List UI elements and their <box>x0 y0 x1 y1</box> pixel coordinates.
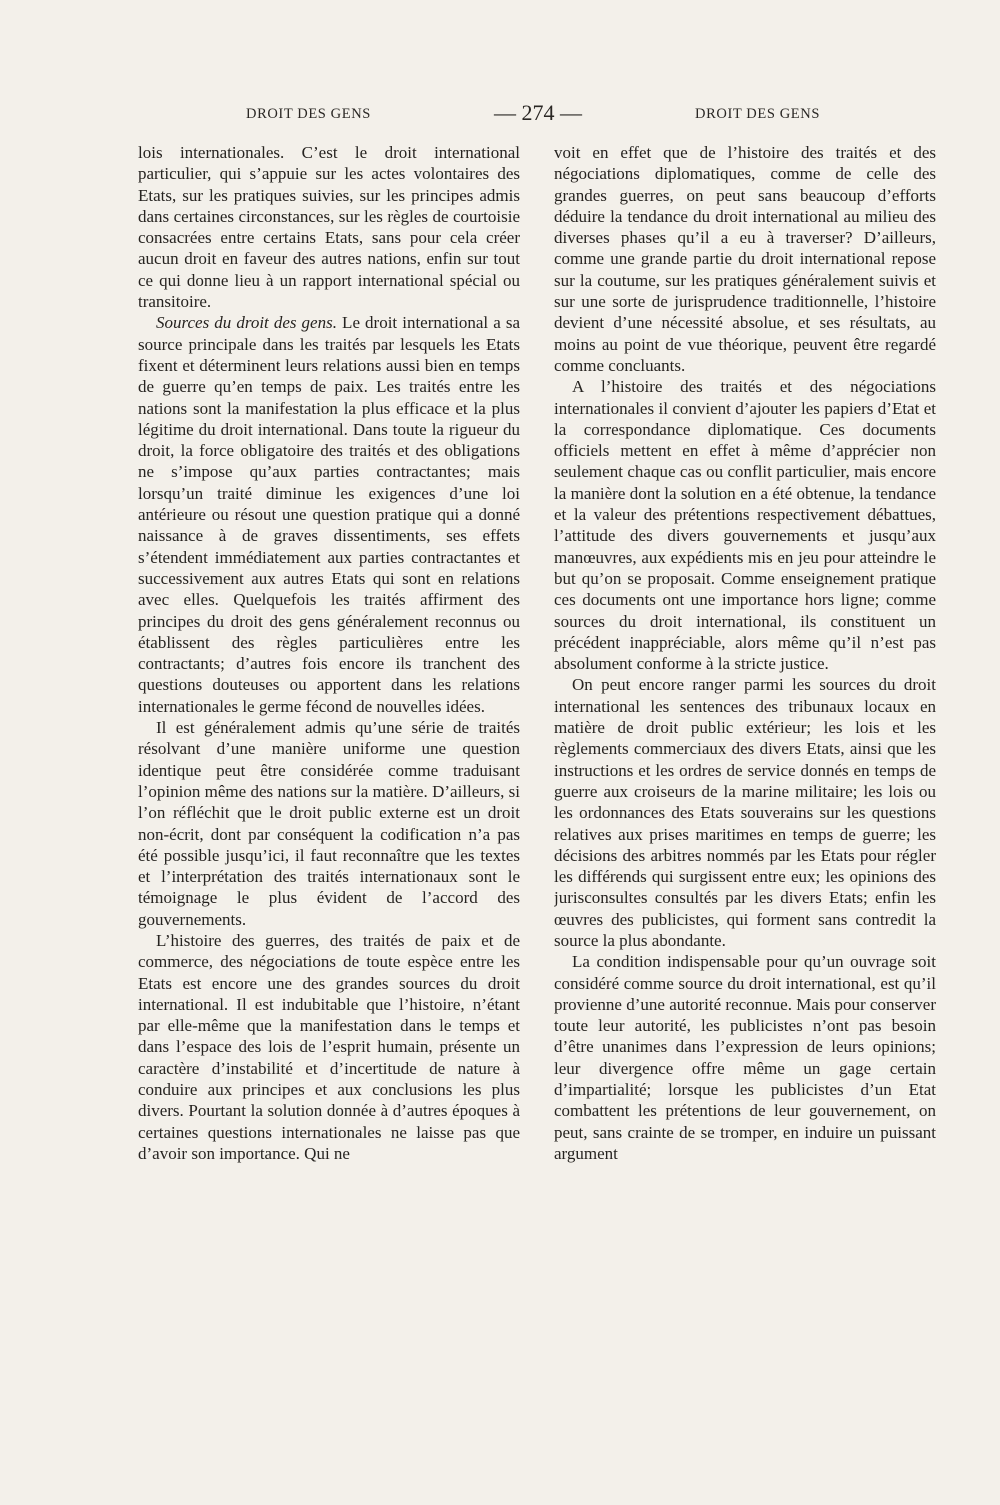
paragraph: La condition indispensable pour qu’un ouvrage soit considéré comme source du droit international, est qu’il provienne d’une autorité reconnue. Mais pour conserver toute leur autorité, les publicistes n’ont pas besoin d’être unanimes dans l’expression de leurs opinions; leur divergence offre même un gage certain d’impartialité; lorsque les publicistes d’un Etat combattent les prétentions de leur gouvernement, on peut, sans crainte de se tromper, en induire un puissant argument <box>554 952 936 1163</box>
paragraph-text: Le droit international a sa source principale dans les traités par lesquels les Etats fixent et déterminent leurs relations aussi bien en temps de guerre qu’en temps de paix. Les traités entre les nations sont la manifestation la plus efficace et la plus légitime du droit international. Dans toute la rigueur du droit, la force obligatoire des traités et des obligations ne s’impose qu’aux parties contractantes; mais lorsqu’un traité diminue les exigences d’une loi antérieure ou résout une question pratique qui a donné naissance à de graves dissentiments, ses effets s’étendent immédiatement aux parties contractantes et successivement aux autres Etats qui sont en relations avec elles. Quelquefois les traités affirment des principes du droit des gens généralement reconnus ou établissent des règles particulières entre les contractants; d’autres fois encore ils tranchent des questions douteuses ou apportent dans les relations internationales le germe fécond de nouvelles idées. <box>138 313 520 716</box>
header-left-title: DROIT DES GENS <box>246 106 371 122</box>
paragraph: Il est généralement admis qu’une série de traités résolvant d’une manière uniforme une question identique peut être considérée comme traduisant l’opinion même des nations sur la matière. D’ailleurs, si l’on réfléchit que le droit public externe est un droit non-écrit, dont par conséquent la codification n’a pas été possible jusqu’ici, il faut reconnaître que les textes et l’interprétation des traités internationaux sont le témoignage le plus évident de l’accord des gouvernements. <box>138 718 520 929</box>
paragraph: On peut encore ranger parmi les sources du droit international les sentences des tribunaux locaux en matière de droit public extérieur; les lois et les règlements commerciaux des divers Etats, ainsi que les instructions et les ordres de service donnés en temps de guerre aux croiseurs de la marine militaire; les lois ou les ordonnances des Etats souverains sur les questions relatives aux prises maritimes en temps de guerre; les décisions des arbitres nommés par les Etats pour régler les différends qui surgissent entre eux; les opinions des jurisconsultes consultés par les divers Etats; enfin les œuvres des publicistes, qui forment sans contredit la source la plus abondante. <box>554 675 936 950</box>
running-header <box>138 100 938 130</box>
section-heading: Sources du droit des gens. <box>156 313 337 333</box>
paragraph-sources <box>138 312 520 717</box>
paragraph: lois internationales. C’est le droit international particulier, qui s’appuie sur les actes volontaires des Etats, sur les pratiques suivies, sur les principes admis dans certaines circonstances, sur les règles de courtoisie consacrées entre certains Etats, sans pour cela créer aucun droit en faveur des autres nations, enfin sur tout ce qui donne lieu à un rapport international spécial ou transitoire. <box>138 143 520 312</box>
paragraph: L’histoire des guerres, des traités de paix et de commerce, des négociations de toute espèce entre les Etats est encore une des grandes sources du droit international. Il est indubitable que l’histoire, n’étant par elle-même que la manifestation dans le temps et dans l’espace des lois de l’esprit humain, présente un caractère d’instabilité et d’incertitude de nature à conduire aux principes et aux conclusions les plus divers. Pourtant la solution donnée à d’autres époques à certaines questions internationales ne laisse pas que d’avoir son importance. Qui ne <box>138 930 520 1163</box>
paragraph: voit en effet que de l’histoire des traités et des négociations diplomatiques, comme de celle des grandes guerres, on peut sans beaucoup d’efforts déduire la tendance du droit international au milieu des diverses phases qu’il a eu à traverser? D’ailleurs, comme une grande partie du droit international repose sur la coutume, sur les pratiques généralement suivis et sur une sorte de jurisprudence traditionnelle, l’histoire devient d’une nécessité absolue, et ses résultats, au moins au point de vue théorique, peuvent être regardé comme concluants. <box>554 143 936 375</box>
page-number: — 274 — <box>494 100 582 125</box>
header-right-title: DROIT DES GENS <box>695 106 820 122</box>
right-column <box>554 142 936 1382</box>
paragraph: A l’histoire des traités et des négociations internationales il convient d’ajouter les papiers d’Etat et la correspondance diplomatique. Ces documents officiels mettent en effet à même d’apprécier non seulement chaque cas ou conflit particulier, mais encore la manière dont la solution en a été obtenue, la tendance et la valeur des prétentions respectivement débattues, l’attitude des divers gouvernements et jusqu’aux manœuvres, aux expédients mis en jeu pour atteindre le but qu’on se proposait. Comme enseignement pratique ces documents ont une importance hors ligne; comme sources du droit international, ils constituent un précédent inappréciable, alors même qu’il n’est pas absolument conforme à la stricte justice. <box>554 377 936 674</box>
left-column <box>138 142 520 1382</box>
